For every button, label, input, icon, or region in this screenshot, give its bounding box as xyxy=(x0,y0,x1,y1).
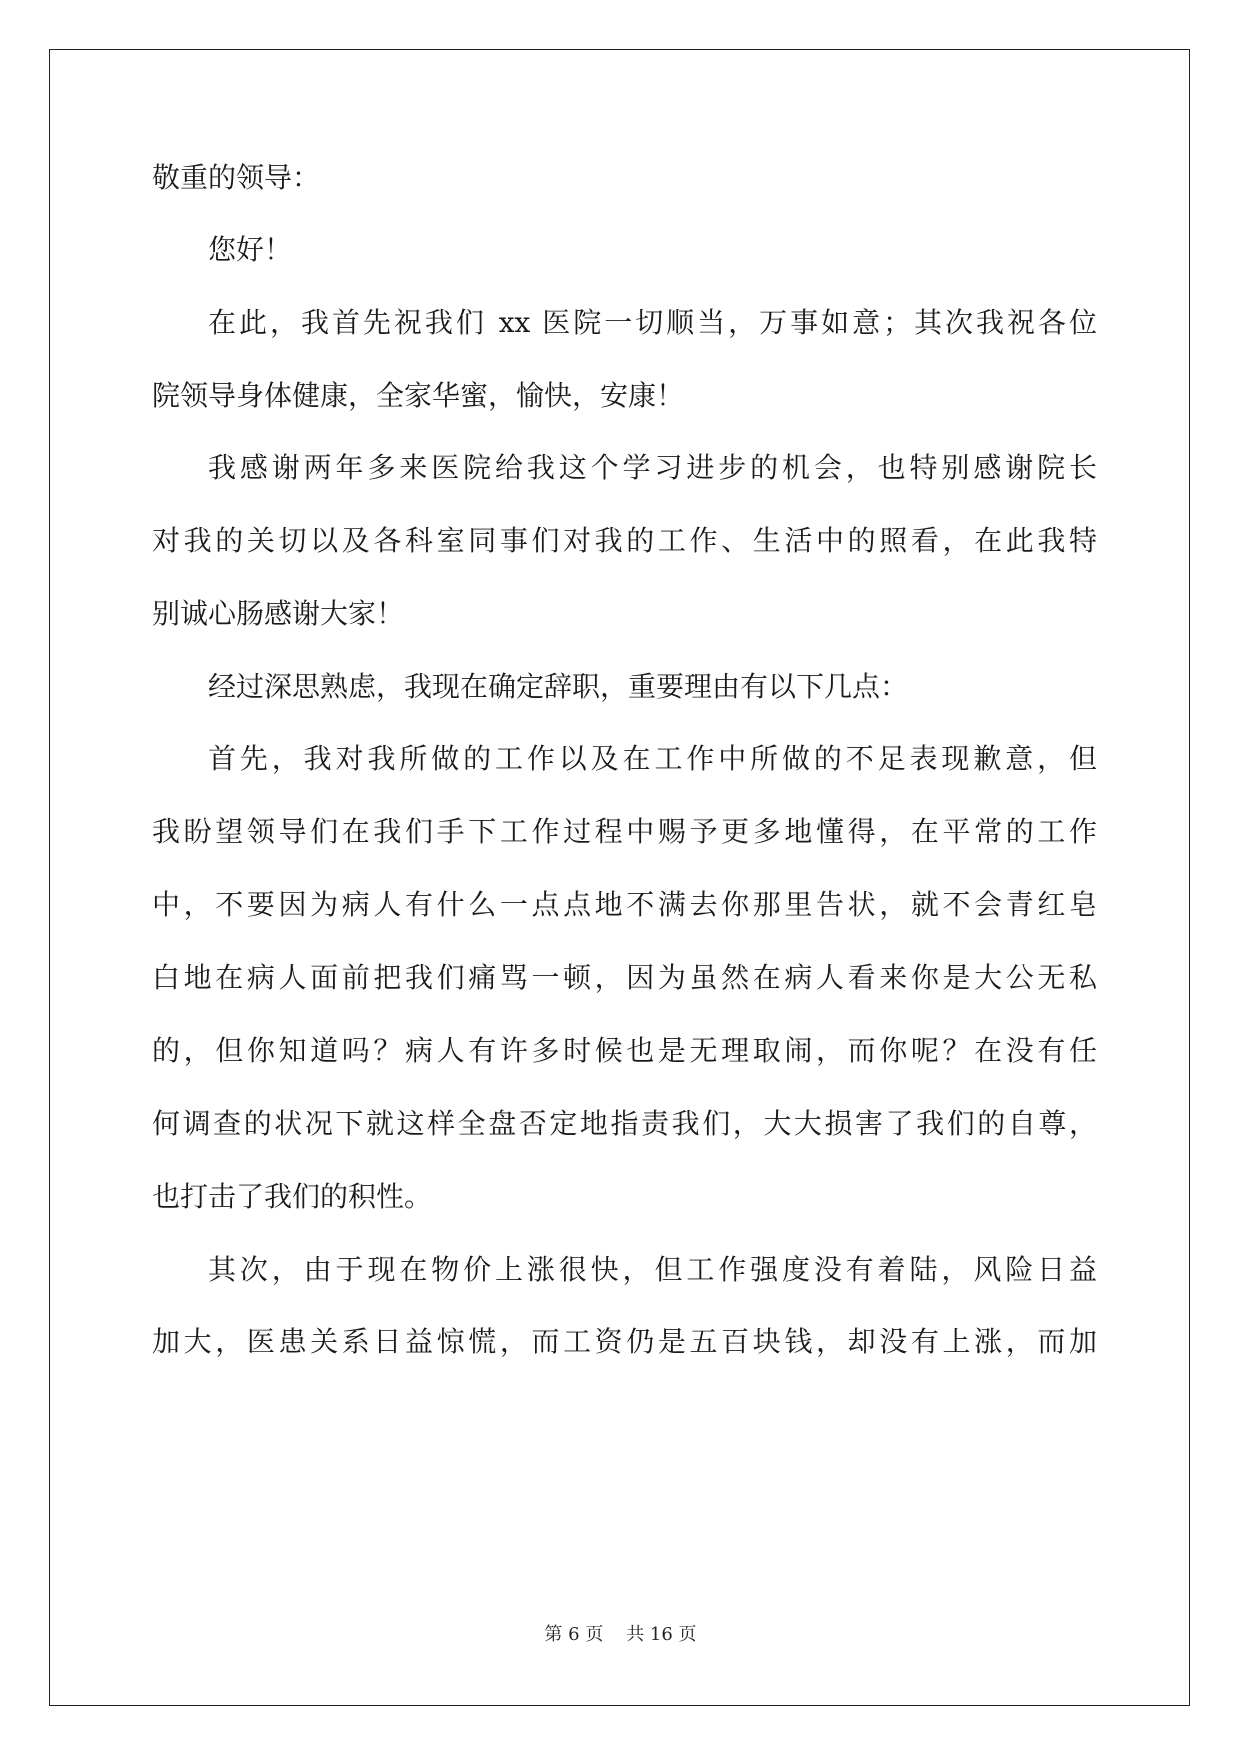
text-line: 在此，我首先祝我们 xx 医院一切顺当，万事如意；其次我祝各位 xyxy=(208,306,1097,339)
text-line: 加大，医患关系日益惊慌，而工资仍是五百块钱，却没有上涨，而加 xyxy=(152,1325,1097,1358)
text-line: 也打击了我们的积性。 xyxy=(152,1180,433,1213)
text-line: 何调查的状况下就这样全盘否定地指责我们，大大损害了我们的自尊， xyxy=(152,1107,1097,1140)
text-line: 其次，由于现在物价上涨很快，但工作强度没有着陆，风险日益 xyxy=(208,1253,1097,1286)
text-line: 对我的关切以及各科室同事们对我的工作、生活中的照看，在此我特 xyxy=(152,524,1097,557)
text-line: 我感谢两年多来医院给我这个学习进步的机会，也特别感谢院长 xyxy=(208,451,1097,484)
text-line: 中，不要因为病人有什么一点点地不满去你那里告状，就不会青红皂 xyxy=(152,888,1097,921)
page-number: 第 6 页 共 16 页 xyxy=(544,1624,697,1645)
text-line: 敬重的领导： xyxy=(152,161,321,194)
text-line: 经过深思熟虑，我现在确定辞职，重要理由有以下几点： xyxy=(208,670,909,703)
text-line: 别诚心肠感谢大家！ xyxy=(152,597,405,630)
text-line: 院领导身体健康，全家华蜜，愉快，安康！ xyxy=(152,379,685,412)
page-border xyxy=(49,49,1190,1706)
text-line: 您好！ xyxy=(208,233,293,266)
text-line: 我盼望领导们在我们手下工作过程中赐予更多地懂得，在平常的工作 xyxy=(152,815,1097,848)
text-line: 的，但你知道吗？病人有许多时候也是无理取闹，而你呢？在没有任 xyxy=(152,1034,1097,1067)
page-footer xyxy=(0,1620,1241,1646)
text-line: 首先，我对我所做的工作以及在工作中所做的不足表现歉意，但 xyxy=(208,742,1097,775)
text-line: 白地在病人面前把我们痛骂一顿，因为虽然在病人看来你是大公无私 xyxy=(152,961,1097,994)
